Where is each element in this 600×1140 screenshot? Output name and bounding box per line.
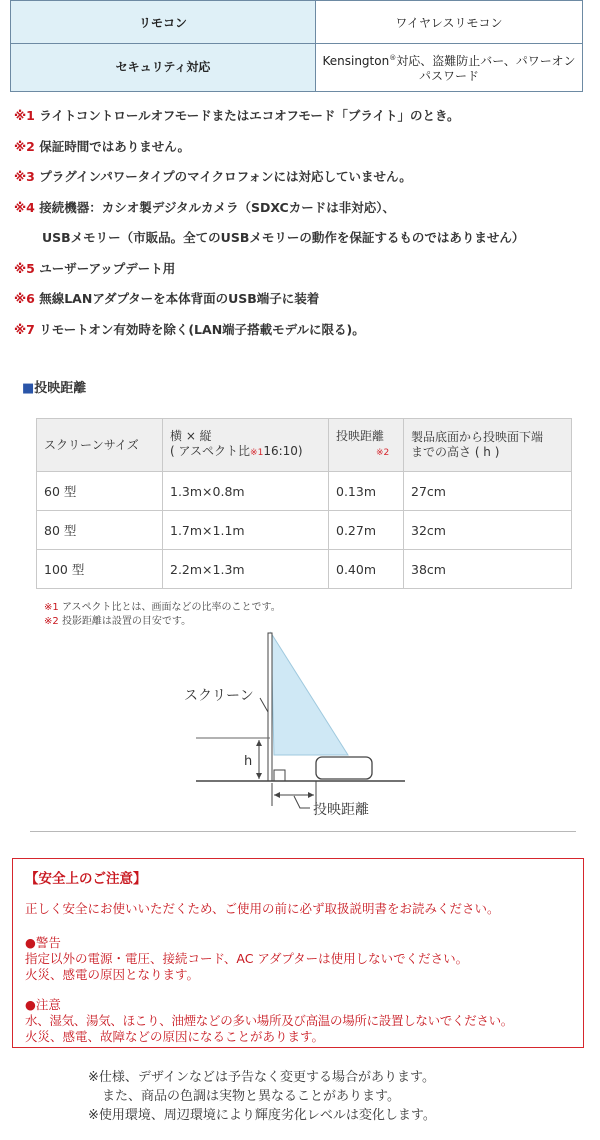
note-item [14, 165, 589, 196]
distance-label: 投映距離 [313, 802, 369, 818]
header-distance: 投映距離 ※2 [329, 419, 404, 472]
warning-title: ●警告 [25, 935, 61, 950]
cell-size: 100 型 [37, 550, 163, 589]
cell-height: 32cm [404, 511, 572, 550]
note-mark: ※5 [14, 260, 35, 276]
cell-dist: 0.40m [329, 550, 404, 589]
note-mark: ※7 [14, 321, 35, 337]
cell-size: 60 型 [37, 472, 163, 511]
safety-intro: 正しく安全にお使いいただくため、ご使用の前に必ず取扱説明書をお読みください。 [25, 901, 500, 916]
safety-title: 【安全上のご注意】 [25, 871, 147, 887]
footnote-mark: ※1 [250, 448, 264, 458]
header-height: 製品底面から投映面下端 までの高さ ( h ) [404, 419, 572, 472]
cell-dim: 1.3m×0.8m [163, 472, 329, 511]
note-text: リモートオン有効時を除く(LAN端子搭載モデルに限る)。 [39, 321, 365, 337]
section-title: 投映距離 [34, 381, 87, 396]
cell-dist: 0.27m [329, 511, 404, 550]
note-text: 保証時間ではありません。 [39, 138, 190, 154]
header-screen-size: スクリーンサイズ [37, 419, 163, 472]
note-mark: ※2 [14, 138, 35, 154]
cell-size: 80 型 [37, 511, 163, 550]
table-header-row [37, 419, 572, 472]
spec-key: リモコン [11, 1, 316, 44]
projector-shape [316, 757, 372, 779]
h-label: h [244, 754, 253, 769]
screen-leader [260, 698, 268, 712]
warning-text: 指定以外の電源・電圧、接続コード、AC アダプターは使用しないでください。 [25, 951, 469, 966]
note-item [14, 196, 589, 227]
cell-dim: 1.7m×1.1m [163, 511, 329, 550]
screen-label: スクリーン [184, 688, 254, 704]
bottom-notes [0, 1068, 600, 1125]
bottom-note: ※使用環境、周辺環境により輝度劣化レベルは変化します。 [88, 1108, 436, 1123]
note-text: ユーザーアップデート用 [39, 260, 176, 276]
note-item [14, 226, 589, 257]
cell-dim: 2.2m×1.3m [163, 550, 329, 589]
footnote-mark: ※2 [376, 448, 390, 458]
table-footnote: ※1 アスペクト比とは、画面などの比率のことです。 [44, 602, 281, 613]
cell-dist: 0.13m [329, 472, 404, 511]
note-mark: ※3 [14, 169, 35, 184]
note-text: 接続機器：カシオ製デジタルカメラ（SDXCカードは非対応）、 [39, 199, 395, 215]
spec-table [10, 0, 583, 92]
note-mark: ※1 [14, 108, 35, 123]
note-text: 無線LANアダプターを本体背面のUSB端子に装着 [39, 291, 320, 306]
spec-key: セキュリティ対応 [11, 44, 316, 92]
square-bullet-icon: ■ [22, 381, 35, 396]
spec-value-rest: 対応、盗難防止バー、パワーオンパスワード [396, 54, 576, 83]
divider [30, 831, 576, 832]
projection-table [36, 418, 572, 589]
spec-row-remote [11, 1, 583, 44]
right-angle-mark [274, 770, 285, 781]
note-item [14, 318, 589, 349]
note-text: プラグインパワータイプのマイクロフォンには対応していません。 [39, 169, 412, 184]
spec-value: ワイヤレスリモコン [315, 1, 582, 44]
projection-light-cone [271, 633, 348, 755]
spec-row-security [11, 44, 583, 92]
bottom-note: また、商品の色調は実物と異なることがあります。 [102, 1089, 400, 1104]
cell-height: 38cm [404, 550, 572, 589]
header-dimensions: 横 × 縦 ( アスペクト比※116:10) [163, 419, 329, 472]
caution-text: 水、湿気、湯気、ほこり、油煙などの多い場所及び高温の場所に設置しないでください。 [25, 1013, 514, 1028]
table-row [37, 550, 572, 589]
note-mark: ※6 [14, 291, 35, 306]
warning-text: 火災、感電の原因となります。 [25, 967, 200, 982]
note-item [14, 257, 589, 288]
note-text: ライトコントロールオフモードまたはエコオフモード「ブライト」のとき。 [39, 108, 460, 123]
registered-mark: ® [389, 54, 397, 62]
bottom-note: ※仕様、デザインなどは予告なく変更する場合があります。 [88, 1070, 435, 1085]
note-mark: ※4 [14, 199, 35, 215]
distance-leader [294, 796, 310, 808]
table-row [37, 511, 572, 550]
note-item [14, 104, 589, 135]
spec-value-brand: Kensington [322, 54, 390, 68]
note-item [14, 287, 589, 318]
table-row [37, 472, 572, 511]
screen-shape [268, 633, 272, 781]
note-item [14, 135, 589, 166]
spec-value [315, 44, 582, 92]
projection-diagram [160, 628, 460, 828]
caution-title: ●注意 [25, 997, 61, 1012]
section-heading [22, 377, 86, 396]
table-footnote: ※2 投影距離は設置の目安です。 [44, 616, 192, 627]
notes-list [14, 104, 589, 348]
caution-text: 火災、感電、故障などの原因になることがあります。 [25, 1029, 325, 1044]
note-text: USBメモリー（市販品。全てのUSBメモリーの動作を保証するものではありません） [42, 230, 525, 245]
cell-height: 27cm [404, 472, 572, 511]
safety-notice-box [12, 858, 584, 1048]
